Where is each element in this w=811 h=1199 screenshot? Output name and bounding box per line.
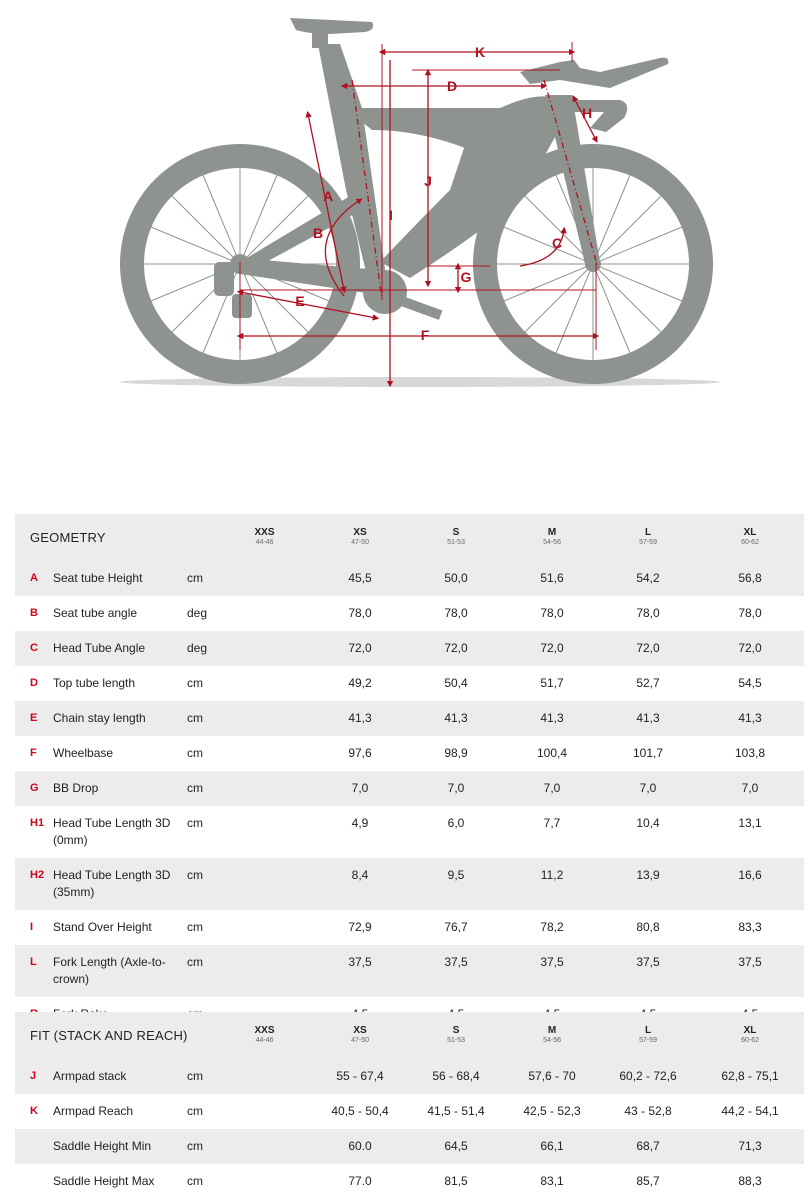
row-value-xxs <box>217 858 312 910</box>
row-value-l: 80,8 <box>600 910 696 945</box>
row-letter <box>15 1164 53 1199</box>
row-unit: cm <box>187 1129 217 1164</box>
row-letter: C <box>15 631 53 666</box>
size-col-l <box>600 1012 696 1059</box>
row-unit: cm <box>187 771 217 806</box>
geometry-header-row <box>15 514 804 561</box>
table-row <box>15 701 804 736</box>
table-row <box>15 945 804 997</box>
row-unit: cm <box>187 561 217 596</box>
row-letter: E <box>15 701 53 736</box>
row-value-xs: 49,2 <box>312 666 408 701</box>
row-value-l: 41,3 <box>600 701 696 736</box>
row-value-xl: 62,8 - 75,1 <box>696 1059 804 1094</box>
row-value-xl: 72,0 <box>696 631 804 666</box>
fit-table <box>15 1012 804 1199</box>
size-name: XL <box>743 1025 757 1036</box>
row-label: Seat tube angle <box>53 596 187 631</box>
row-value-s: 41,3 <box>408 701 504 736</box>
row-label: Saddle Height Max <box>53 1164 187 1199</box>
row-value-s: 50,4 <box>408 666 504 701</box>
label-e: E <box>295 293 305 309</box>
row-label: Armpad Reach <box>53 1094 187 1129</box>
size-name: XXS <box>254 527 275 538</box>
size-col-xs <box>312 1012 408 1059</box>
row-label: Chain stay length <box>53 701 187 736</box>
row-value-s: 64,5 <box>408 1129 504 1164</box>
size-col-s <box>408 1012 504 1059</box>
row-value-m: 37,5 <box>504 945 600 997</box>
row-unit: cm <box>187 701 217 736</box>
size-name: M <box>547 1025 557 1036</box>
row-value-xxs <box>217 771 312 806</box>
row-value-xl: 83,3 <box>696 910 804 945</box>
row-label: Seat tube Height <box>53 561 187 596</box>
row-value-xs: 55 - 67,4 <box>312 1059 408 1094</box>
label-c: C <box>551 235 563 251</box>
row-letter <box>15 1129 53 1164</box>
row-label: Head Tube Length 3D (35mm) <box>53 858 187 910</box>
fit-body <box>15 1059 804 1199</box>
row-letter: B <box>15 596 53 631</box>
row-value-xs: 40,5 - 50,4 <box>312 1094 408 1129</box>
table-row <box>15 1059 804 1094</box>
row-value-s: 98,9 <box>408 736 504 771</box>
size-col-m <box>504 514 600 561</box>
label-a: A <box>322 188 334 204</box>
row-value-xs: 41,3 <box>312 701 408 736</box>
row-value-m: 72,0 <box>504 631 600 666</box>
size-range: 57-59 <box>639 1037 657 1044</box>
size-name: L <box>644 527 652 538</box>
row-value-xxs <box>217 666 312 701</box>
row-value-xxs <box>217 631 312 666</box>
row-value-xl: 78,0 <box>696 596 804 631</box>
size-name: XL <box>743 527 757 538</box>
bike-illustration <box>0 0 811 400</box>
size-range: 44-46 <box>255 539 274 546</box>
row-value-s: 6,0 <box>408 806 504 858</box>
row-value-xxs <box>217 910 312 945</box>
row-value-xs: 77.0 <box>312 1164 408 1199</box>
row-value-xxs <box>217 1059 312 1094</box>
row-value-m: 11,2 <box>504 858 600 910</box>
row-letter: K <box>15 1094 53 1129</box>
label-f: F <box>420 327 430 343</box>
row-value-s: 76,7 <box>408 910 504 945</box>
size-name: XXS <box>254 1025 275 1036</box>
row-letter: H1 <box>15 806 53 858</box>
row-value-xs: 37,5 <box>312 945 408 997</box>
row-value-m: 42,5 - 52,3 <box>504 1094 600 1129</box>
table-row <box>15 666 804 701</box>
row-label: Top tube length <box>53 666 187 701</box>
row-unit: deg <box>187 596 217 631</box>
row-label: Saddle Height Min <box>53 1129 187 1164</box>
row-value-xxs <box>217 806 312 858</box>
size-name: L <box>644 1025 652 1036</box>
row-value-m: 7,0 <box>504 771 600 806</box>
row-value-l: 7,0 <box>600 771 696 806</box>
row-value-xs: 60.0 <box>312 1129 408 1164</box>
row-unit: cm <box>187 806 217 858</box>
row-value-s: 9,5 <box>408 858 504 910</box>
row-value-xxs <box>217 736 312 771</box>
row-value-xs: 72,9 <box>312 910 408 945</box>
row-value-xxs <box>217 561 312 596</box>
label-j: J <box>424 173 432 189</box>
row-value-m: 57,6 - 70 <box>504 1059 600 1094</box>
label-i: I <box>389 207 393 223</box>
size-col-s <box>408 514 504 561</box>
row-value-xl: 44,2 - 54,1 <box>696 1094 804 1129</box>
row-letter: J <box>15 1059 53 1094</box>
size-range: 54-56 <box>543 539 561 546</box>
row-value-s: 78,0 <box>408 596 504 631</box>
geometry-title: GEOMETRY <box>15 514 217 561</box>
row-label: Head Tube Angle <box>53 631 187 666</box>
row-value-l: 85,7 <box>600 1164 696 1199</box>
label-b: B <box>312 225 324 241</box>
row-value-xxs <box>217 945 312 997</box>
row-value-xxs <box>217 596 312 631</box>
row-label: Armpad stack <box>53 1059 187 1094</box>
row-letter: H2 <box>15 858 53 910</box>
row-unit: cm <box>187 736 217 771</box>
size-range: 44-46 <box>255 1037 274 1044</box>
row-label: Stand Over Height <box>53 910 187 945</box>
size-range: 60-62 <box>741 1037 759 1044</box>
row-value-l: 43 - 52,8 <box>600 1094 696 1129</box>
size-range: 47-50 <box>351 539 369 546</box>
row-value-xl: 54,5 <box>696 666 804 701</box>
table-row <box>15 910 804 945</box>
row-value-xl: 13,1 <box>696 806 804 858</box>
row-value-l: 54,2 <box>600 561 696 596</box>
size-name: M <box>547 527 557 538</box>
row-value-xs: 97,6 <box>312 736 408 771</box>
table-row <box>15 631 804 666</box>
row-value-xs: 8,4 <box>312 858 408 910</box>
table-row <box>15 1164 804 1199</box>
row-value-xxs <box>217 1094 312 1129</box>
row-label: BB Drop <box>53 771 187 806</box>
size-range: 51-53 <box>447 1037 465 1044</box>
row-unit: deg <box>187 631 217 666</box>
row-value-l: 60,2 - 72,6 <box>600 1059 696 1094</box>
row-value-s: 72,0 <box>408 631 504 666</box>
geometry-body <box>15 561 804 1032</box>
table-row <box>15 1094 804 1129</box>
row-value-m: 78,2 <box>504 910 600 945</box>
row-value-s: 7,0 <box>408 771 504 806</box>
row-value-xl: 71,3 <box>696 1129 804 1164</box>
fit-title: FIT (STACK AND REACH) <box>15 1012 217 1059</box>
row-value-m: 83,1 <box>504 1164 600 1199</box>
row-value-l: 52,7 <box>600 666 696 701</box>
size-col-xl <box>696 1012 804 1059</box>
row-value-xs: 7,0 <box>312 771 408 806</box>
table-row <box>15 858 804 910</box>
table-row <box>15 596 804 631</box>
size-name: XS <box>353 527 367 538</box>
row-letter: L <box>15 945 53 997</box>
label-k: K <box>474 44 486 60</box>
row-letter: F <box>15 736 53 771</box>
row-value-xs: 78,0 <box>312 596 408 631</box>
row-letter: D <box>15 666 53 701</box>
row-value-xxs <box>217 701 312 736</box>
row-unit: cm <box>187 945 217 997</box>
row-value-l: 68,7 <box>600 1129 696 1164</box>
row-value-xxs <box>217 1164 312 1199</box>
row-value-l: 72,0 <box>600 631 696 666</box>
size-col-xxs <box>217 514 312 561</box>
row-value-l: 78,0 <box>600 596 696 631</box>
row-value-m: 100,4 <box>504 736 600 771</box>
size-col-xl <box>696 514 804 561</box>
row-value-l: 10,4 <box>600 806 696 858</box>
row-value-xl: 56,8 <box>696 561 804 596</box>
label-h: H <box>581 105 593 121</box>
row-value-s: 56 - 68,4 <box>408 1059 504 1094</box>
size-name: XS <box>353 1025 367 1036</box>
row-value-l: 101,7 <box>600 736 696 771</box>
row-value-l: 37,5 <box>600 945 696 997</box>
geometry-table <box>15 514 804 1032</box>
row-value-s: 81,5 <box>408 1164 504 1199</box>
size-range: 47-50 <box>351 1037 369 1044</box>
row-value-xl: 16,6 <box>696 858 804 910</box>
row-unit: cm <box>187 666 217 701</box>
row-letter: G <box>15 771 53 806</box>
row-letter: A <box>15 561 53 596</box>
size-range: 57-59 <box>639 539 657 546</box>
row-value-xs: 72,0 <box>312 631 408 666</box>
label-d: D <box>446 78 458 94</box>
row-value-m: 66,1 <box>504 1129 600 1164</box>
row-unit: cm <box>187 1094 217 1129</box>
table-row <box>15 806 804 858</box>
row-value-xs: 4,9 <box>312 806 408 858</box>
table-row <box>15 771 804 806</box>
size-col-m <box>504 1012 600 1059</box>
row-value-m: 7,7 <box>504 806 600 858</box>
row-unit: cm <box>187 910 217 945</box>
row-value-xl: 7,0 <box>696 771 804 806</box>
fit-header-row <box>15 1012 804 1059</box>
table-row <box>15 1129 804 1164</box>
row-value-xxs <box>217 1129 312 1164</box>
size-col-xxs <box>217 1012 312 1059</box>
row-label: Head Tube Length 3D (0mm) <box>53 806 187 858</box>
row-value-m: 51,6 <box>504 561 600 596</box>
size-range: 60-62 <box>741 539 759 546</box>
size-range: 54-56 <box>543 1037 561 1044</box>
row-label: Wheelbase <box>53 736 187 771</box>
row-value-s: 37,5 <box>408 945 504 997</box>
row-unit: cm <box>187 1059 217 1094</box>
size-col-xs <box>312 514 408 561</box>
bike-geometry-diagram <box>0 0 811 400</box>
row-value-m: 78,0 <box>504 596 600 631</box>
row-letter: I <box>15 910 53 945</box>
size-col-l <box>600 514 696 561</box>
label-g: G <box>460 269 472 285</box>
row-value-m: 51,7 <box>504 666 600 701</box>
size-name: S <box>452 1025 460 1036</box>
row-value-xl: 37,5 <box>696 945 804 997</box>
row-value-s: 50,0 <box>408 561 504 596</box>
row-value-xl: 103,8 <box>696 736 804 771</box>
table-row <box>15 561 804 596</box>
row-value-s: 41,5 - 51,4 <box>408 1094 504 1129</box>
row-label: Fork Length (Axle-to-crown) <box>53 945 187 997</box>
row-unit: cm <box>187 1164 217 1199</box>
table-row <box>15 736 804 771</box>
size-range: 51-53 <box>447 539 465 546</box>
row-value-xl: 41,3 <box>696 701 804 736</box>
size-name: S <box>452 527 460 538</box>
row-unit: cm <box>187 858 217 910</box>
row-value-xl: 88,3 <box>696 1164 804 1199</box>
row-value-l: 13,9 <box>600 858 696 910</box>
row-value-m: 41,3 <box>504 701 600 736</box>
row-value-xs: 45,5 <box>312 561 408 596</box>
